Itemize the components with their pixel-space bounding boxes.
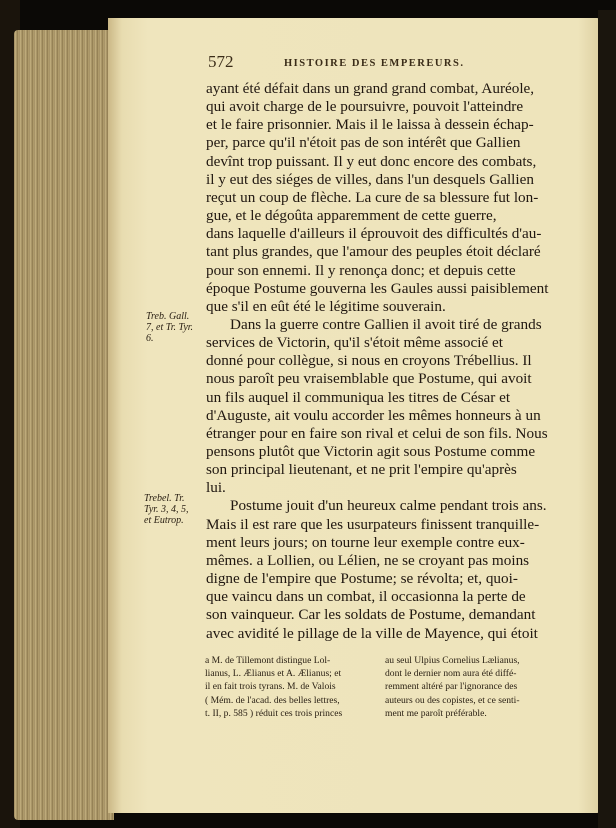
running-head: HISTOIRE DES EMPEREURS. xyxy=(284,58,465,69)
body-line: il y eut des siéges de villes, dans l'un desquels Gallien xyxy=(206,170,534,188)
body-line: avec avidité le pillage de la ville de Mayence, qui étoit xyxy=(206,624,538,642)
body-line: per, parce qu'il n'étoit pas de son intérêt que Gallien xyxy=(206,134,521,152)
footnote-line: dont le dernier nom aura été diffé- xyxy=(385,668,517,680)
body-line: son principal lieutenant, et ne prit l'empire qu'après xyxy=(206,461,517,479)
body-line: mêmes. a Lollien, ou Lélien, ne se croyant pas moins xyxy=(206,551,530,569)
body-line: étranger pour en faire son rival et celui de son fils. Nous xyxy=(206,424,548,442)
body-line: digne de l'empire que Postume; se révolta; et, quoi- xyxy=(206,570,518,588)
body-line: époque Postume gouverna les Gaules aussi paisiblement xyxy=(206,279,549,297)
body-line: d'Auguste, ait voulu accorder les mêmes honneurs à un xyxy=(206,406,541,424)
margin-note-line: Tyr. 3, 4, 5, xyxy=(144,504,189,515)
body-line: devînt trop puissant. Il y eut donc encore des combats, xyxy=(206,152,537,170)
margin-note-line: 6. xyxy=(146,333,154,344)
body-line: pensons plutôt que Victorin agit sous Postume comme xyxy=(206,443,536,460)
footnote-line: ment me paroît préférable. xyxy=(385,707,487,719)
body-line: Dans la guerre contre Gallien il avoit tiré de grands xyxy=(230,315,542,333)
body-line: reçut un coup de flèche. La cure de sa blessure fut lon- xyxy=(206,188,539,206)
body-line: que s'il en eût été le légitime souverain. xyxy=(206,297,446,315)
footnote-line: lianus, L. Ælianus et A. Ælianus; et xyxy=(205,668,342,680)
body-line: Postume jouit d'un heureux calme pendant trois ans. xyxy=(230,497,547,515)
body-line: ayant été défait dans un grand grand combat, Auréole, xyxy=(206,80,535,97)
body-line: tant plus grandes, que l'amour des peuples étoit déclaré xyxy=(206,243,541,261)
body-line: dans laquelle d'ailleurs il éprouvoit des difficultés d'au- xyxy=(206,225,542,243)
footnote-line: auteurs ou des copistes, et ce senti- xyxy=(385,694,520,706)
footnote-line: remment altéré par l'ignorance des xyxy=(385,681,518,693)
body-line: et le faire prisonnier. Mais il le laissa à dessein échap- xyxy=(206,116,534,134)
footnote-line: t. II, p. 585 ) réduit ces trois princes xyxy=(205,707,343,719)
margin-note-line: et Eutrop. xyxy=(144,515,184,526)
footnote-line: ( Mém. de l'acad. des belles lettres, xyxy=(205,694,340,706)
margin-note-line: 7, et Tr. Tyr. xyxy=(146,322,194,333)
margin-note-line: Treb. Gall. xyxy=(146,311,190,322)
page-edges xyxy=(14,30,114,820)
body-line: donné pour collègue, si nous en croyons Trébellius. Il xyxy=(206,352,532,370)
body-line: Mais il est rare que les usurpateurs finissent tranquille- xyxy=(206,515,540,533)
body-line: que vaincu dans un combat, il occasionna la perte de xyxy=(206,588,526,606)
page-header xyxy=(200,52,490,74)
page-number: 572 xyxy=(208,52,234,71)
footnote-line: au seul Ulpius Cornelius Lælianus, xyxy=(385,655,520,666)
margin-note-1 xyxy=(146,311,193,344)
body-line: qui avoit charge de le poursuivre, pouvoit l'atteindre xyxy=(206,98,524,116)
right-background xyxy=(598,10,616,828)
body-line: services de Victorin, qu'il s'étoit même associé et xyxy=(206,334,503,352)
body-line: ment leurs jours; on tourne leur exemple contre eux- xyxy=(206,533,525,551)
body-line: son vainqueur. Car les soldats de Postume, demandant xyxy=(206,606,536,624)
footnote-line: a M. de Tillemont distingue Lol- xyxy=(205,655,331,666)
footnote-line: il en fait trois tyrans. M. de Valois xyxy=(205,681,336,693)
body-line: lui. xyxy=(206,479,226,497)
body-line: nous paroît peu vraisemblable que Postume, qui avoit xyxy=(206,370,532,388)
body-line: pour son ennemi. Il y renonça donc; et depuis cette xyxy=(206,261,516,279)
body-line: un fils auquel il communiqua les titres de César et xyxy=(206,388,511,406)
margin-note-line: Trebel. Tr. xyxy=(144,493,185,504)
margin-note-2 xyxy=(144,493,189,526)
body-line: gue, et le dégoûta apparemment de cette guerre, xyxy=(206,207,497,225)
